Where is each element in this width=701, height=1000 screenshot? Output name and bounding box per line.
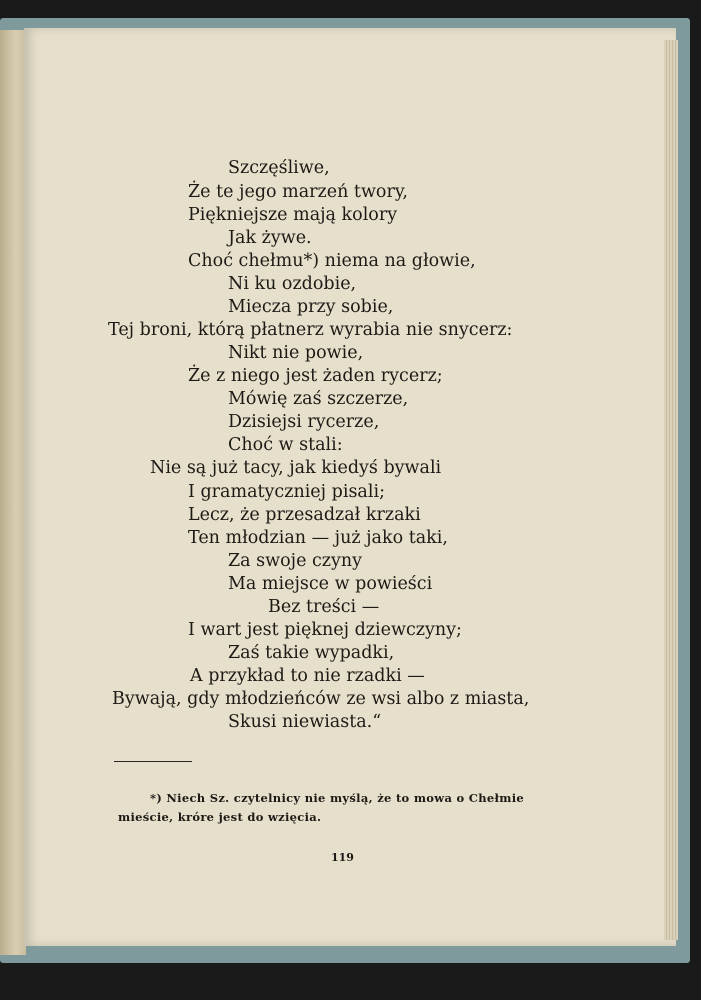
poem-line: Choć chełmu*) niema na głowie, — [188, 251, 476, 271]
poem-line: Za swoje czyny — [228, 551, 363, 571]
poem-line: Skusi niewiasta.“ — [228, 712, 382, 732]
poem-line: Bywają, gdy młodzieńców ze wsi albo z miasta, — [112, 689, 530, 709]
poem-line: Mówię zaś szczerze, — [228, 389, 409, 409]
footnote-rule — [114, 761, 192, 762]
poem-line: Ten młodzian — już jako taki, — [188, 528, 448, 548]
poem-line: A przykład to nie rzadki — — [190, 666, 425, 686]
poem-line: Nie są już tacy, jak kiedyś bywali — [150, 458, 442, 478]
poem-line: Szczęśliwe, — [228, 158, 330, 178]
footnote-line: mieście, króre jest do wzięcia. — [118, 810, 322, 824]
poem-line: Że z niego jest żaden rycerz; — [188, 366, 443, 386]
poem-line: Miecza przy sobie, — [228, 297, 394, 317]
poem-line: Nikt nie powie, — [228, 343, 364, 363]
poem-line: Lecz, że przesadzał krzaki — [188, 505, 421, 525]
page-number: 119 — [331, 851, 354, 864]
poem-line: Piękniejsze mają kolory — [188, 205, 398, 225]
poem-line: Tej broni, którą płatnerz wyrabia nie snycerz: — [108, 320, 513, 340]
poem-line: I gramatyczniej pisali; — [188, 482, 385, 502]
poem-line: Że te jego marzeń twory, — [188, 182, 408, 202]
footnote-line: *) Niech Sz. czytelnicy nie myślą, że to mowa o Chełmie — [150, 791, 525, 805]
poem-line: I wart jest pięknej dziewczyny; — [188, 620, 462, 640]
poem-line: Ma miejsce w powieści — [228, 574, 433, 594]
poem-line: Jak żywe. — [228, 228, 312, 248]
poem-line: Dzisiejsi rycerze, — [228, 412, 380, 432]
poem-line: Ni ku ozdobie, — [228, 274, 357, 294]
poem-line: Choć w stali: — [228, 435, 343, 455]
poem-line: Zaś takie wypadki, — [228, 643, 395, 663]
poem-line: Bez treści — — [268, 597, 380, 617]
